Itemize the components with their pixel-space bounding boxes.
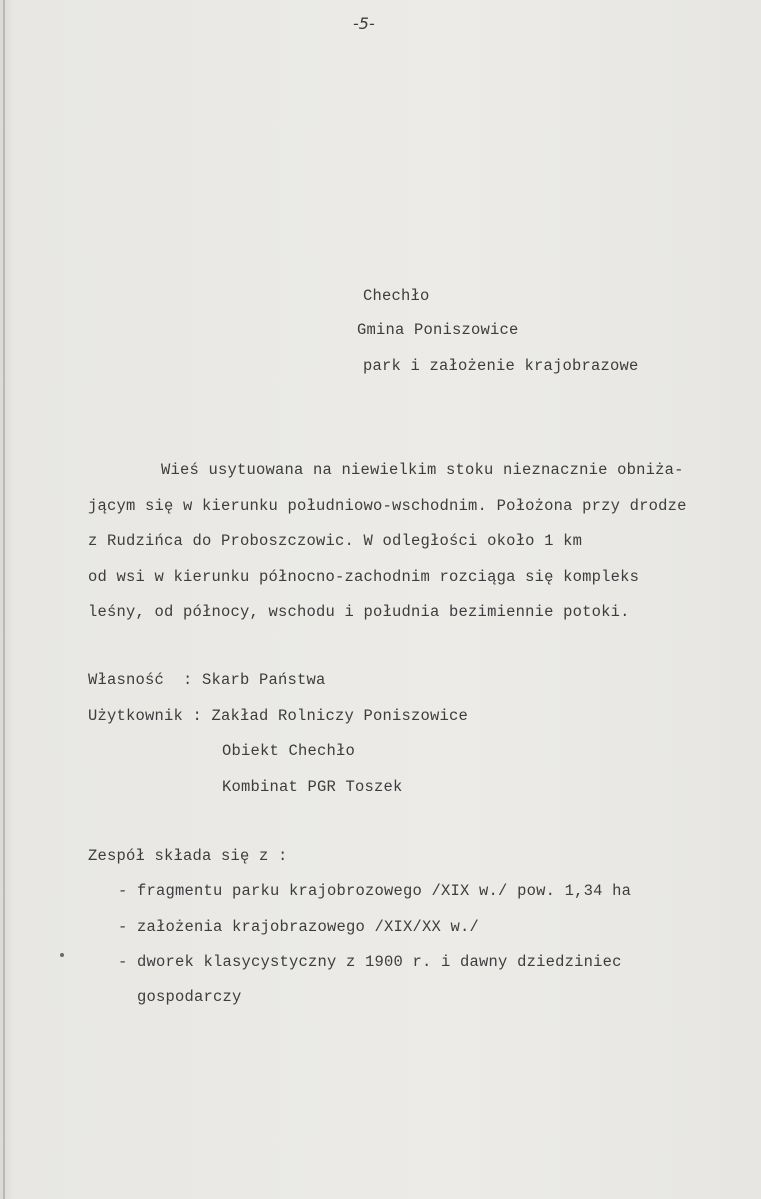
description-line: Wieś usytuowana na niewielkim stoku nieznacznie obniża- [161, 461, 684, 479]
composition-item: - dworek klasycystyczny z 1900 r. i dawny dziedziniec [118, 953, 622, 971]
paper-speck [60, 953, 64, 957]
description-line: od wsi w kierunku północno-zachodnim rozciąga się kompleks [88, 568, 640, 586]
kombinat-line: Kombinat PGR Toszek [222, 778, 403, 796]
object-type: park i założenie krajobrazowe [363, 357, 639, 375]
owner-line: Własność : Skarb Państwa [88, 671, 326, 689]
composition-intro: Zespół składa się z : [88, 847, 288, 865]
description-line: z Rudzińca do Proboszczowic. W odległości około 1 km [88, 532, 583, 550]
page-edge [3, 0, 5, 1199]
place-name: Chechło [363, 287, 430, 305]
composition-item: gospodarczy [118, 988, 242, 1006]
object-line: Obiekt Chechło [222, 742, 356, 760]
page-number: -5- [353, 14, 375, 33]
composition-item: - fragmentu parku krajobrozowego /XIX w./ pow. 1,34 ha [118, 882, 632, 900]
gmina-name: Gmina Poniszowice [357, 321, 519, 339]
description-line: jącym się w kierunku południowo-wschodnim. Położona przy drodze [88, 497, 687, 515]
composition-item: - założenia krajobrazowego /XIX/XX w./ [118, 918, 480, 936]
user-line: Użytkownik : Zakład Rolniczy Poniszowice [88, 707, 469, 725]
description-line: leśny, od północy, wschodu i południa bezimiennie potoki. [88, 603, 630, 621]
